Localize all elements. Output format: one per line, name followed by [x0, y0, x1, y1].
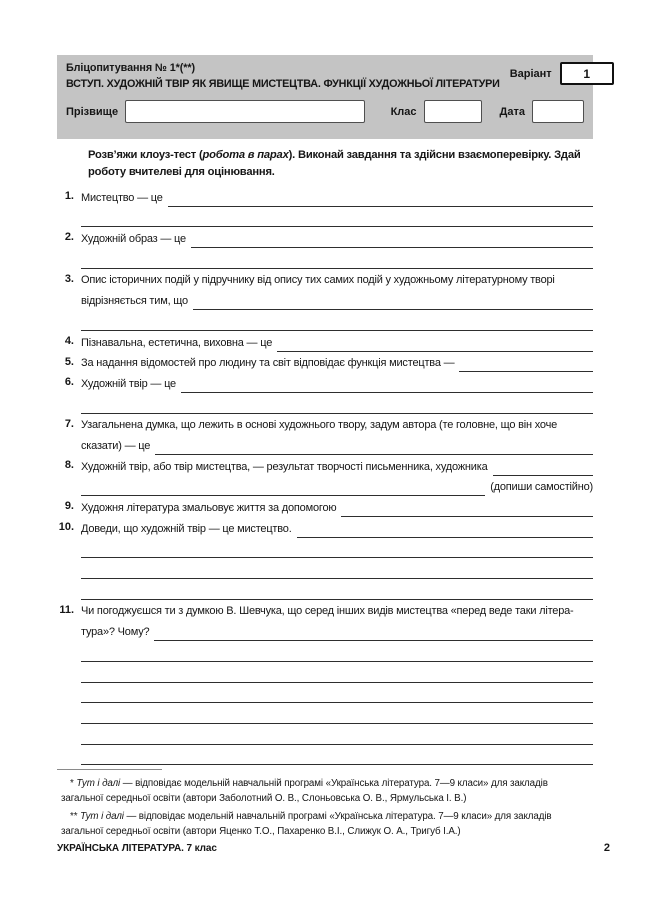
- question-number: 4.: [64, 334, 74, 347]
- question-text: Мистецтво — це: [81, 191, 163, 204]
- answer-line[interactable]: [81, 393, 593, 414]
- question-text: Опис історичних подій у підручнику від опису тих самих подій у художньому літературному творі: [81, 274, 555, 287]
- footnote-1: [57, 777, 591, 806]
- question-text: Художня література змальовує життя за допомогою: [81, 502, 337, 515]
- question-text: Доведи, що художній твір — це мистецтво.: [81, 522, 292, 535]
- answer-line[interactable]: [81, 310, 593, 331]
- question-text: Пізнавальна, естетична, виховна — це: [81, 336, 273, 349]
- question-number: 11.: [59, 603, 74, 616]
- question-1: [57, 186, 593, 227]
- variant-box: 1: [560, 62, 614, 85]
- question-5: [57, 352, 593, 373]
- question-3: [57, 269, 593, 331]
- footnote-text: — відповідає модельній навчальній програмі «Українська література. 7—9 класи» для закладів загальної середньої освіти (автори Заболотний О. В., Слоньовська О. В., Ярмульська І. В.): [61, 778, 548, 804]
- question-number: 2.: [64, 231, 74, 244]
- answer-line[interactable]: [297, 537, 593, 538]
- answer-line[interactable]: [81, 207, 593, 228]
- question-text: сказати) — це: [81, 439, 151, 452]
- surname-label: Прізвище: [66, 105, 119, 118]
- question-number: 1.: [64, 190, 74, 202]
- question-8: [57, 455, 593, 496]
- answer-line[interactable]: [81, 724, 593, 745]
- question-number: 5.: [64, 355, 74, 368]
- variant-group: [510, 62, 614, 85]
- question-4: [57, 331, 593, 352]
- question-7: [57, 414, 593, 455]
- footnote-lead: Тут і далі: [80, 811, 124, 822]
- answer-line[interactable]: [81, 538, 593, 559]
- header-fields: [66, 100, 584, 123]
- question-text: Художній образ — це: [81, 233, 186, 246]
- footnote-marker: *: [70, 778, 74, 789]
- question-number: 10.: [58, 521, 74, 534]
- question-text: відрізняється тим, що: [81, 295, 188, 308]
- surname-field[interactable]: [125, 100, 365, 123]
- answer-line[interactable]: [193, 309, 593, 310]
- answer-line[interactable]: [493, 475, 593, 476]
- question-text: Художній твір — це: [81, 377, 176, 390]
- footnote-text: — відповідає модельній навчальній програмі «Українська література. 7—9 класи» для закладів загальної середньої освіти (автори Яценко Т.О., Пахаренко В.І., Слижук О. А., Тригуб І.А.): [61, 811, 552, 837]
- page-footer: [57, 842, 610, 854]
- questions-list: [57, 186, 593, 765]
- footnote-separator: [57, 769, 162, 770]
- question-11: [57, 600, 593, 766]
- answer-line[interactable]: [168, 206, 593, 207]
- question-number: 7.: [64, 417, 74, 430]
- answer-line[interactable]: [154, 640, 593, 641]
- footnote-marker: **: [70, 811, 78, 822]
- answer-line[interactable]: [81, 683, 593, 704]
- answer-line[interactable]: [81, 579, 593, 600]
- question-text: Чи погоджуєшся ти з думкою В. Шевчука, що серед інших видів мистецтва «перед веде таки літера-: [81, 605, 574, 618]
- header-titles: [66, 62, 500, 90]
- question-number: 9.: [64, 500, 74, 513]
- question-number: 3.: [64, 272, 74, 285]
- question-number: 8.: [64, 458, 74, 471]
- page-number: 2: [603, 842, 610, 854]
- date-label: Дата: [499, 105, 525, 118]
- question-text: тура»? Чому?: [81, 626, 150, 639]
- answer-line[interactable]: [81, 641, 593, 662]
- variant-label: Варіант: [509, 67, 552, 80]
- instructions-italic: робота в парах: [202, 149, 289, 161]
- worksheet-header: [57, 55, 593, 139]
- answer-line[interactable]: [81, 662, 593, 683]
- footnotes-section: [57, 769, 591, 843]
- class-label: Клас: [390, 105, 417, 118]
- answer-line[interactable]: [81, 558, 593, 579]
- answer-line[interactable]: [81, 745, 593, 766]
- question-number: 6.: [64, 376, 74, 389]
- question-6: [57, 372, 593, 413]
- footnote-lead: Тут і далі: [76, 778, 121, 789]
- answer-line[interactable]: [191, 247, 593, 248]
- question-text: Художній твір, або твір мистецтва, — результат творчості письменника, художника: [81, 460, 488, 473]
- book-title: УКРАЇНСЬКА ЛІТЕРАТУРА. 7 клас: [57, 843, 217, 854]
- answer-line[interactable]: [81, 248, 593, 269]
- topic-title: ВСТУП. ХУДОЖНІЙ ТВІР ЯК ЯВИЩЕ МИСТЕЦТВА. ФУНКЦІЇ ХУДОЖНЬОЇ ЛІТЕРАТУРИ: [66, 78, 500, 90]
- footnote-2: [57, 810, 591, 839]
- class-field[interactable]: [424, 100, 482, 123]
- question-text: За надання відомостей про людину та світ відповідає функція мистецтва —: [81, 357, 455, 370]
- question-text: Узагальнена думка, що лежить в основі художнього твору, задум автора (те головне, що він хоче: [81, 419, 558, 432]
- question-text-suffix: (допиши самостійно): [490, 481, 593, 494]
- instructions-text: [88, 147, 594, 181]
- date-field[interactable]: [532, 100, 584, 123]
- answer-line[interactable]: [81, 703, 593, 724]
- instructions-post: ). Виконай завдання та здійсни взаємоперевірку. Здай роботу вчителеві для оцінювання.: [88, 149, 581, 178]
- question-9: [57, 496, 593, 517]
- question-2: [57, 227, 593, 268]
- quiz-title: Бліцопитування № 1*(**): [66, 62, 195, 74]
- instructions-pre: Розв’яжи клоуз-тест (: [88, 149, 203, 161]
- question-10: [57, 517, 593, 600]
- answer-line[interactable]: [181, 392, 593, 393]
